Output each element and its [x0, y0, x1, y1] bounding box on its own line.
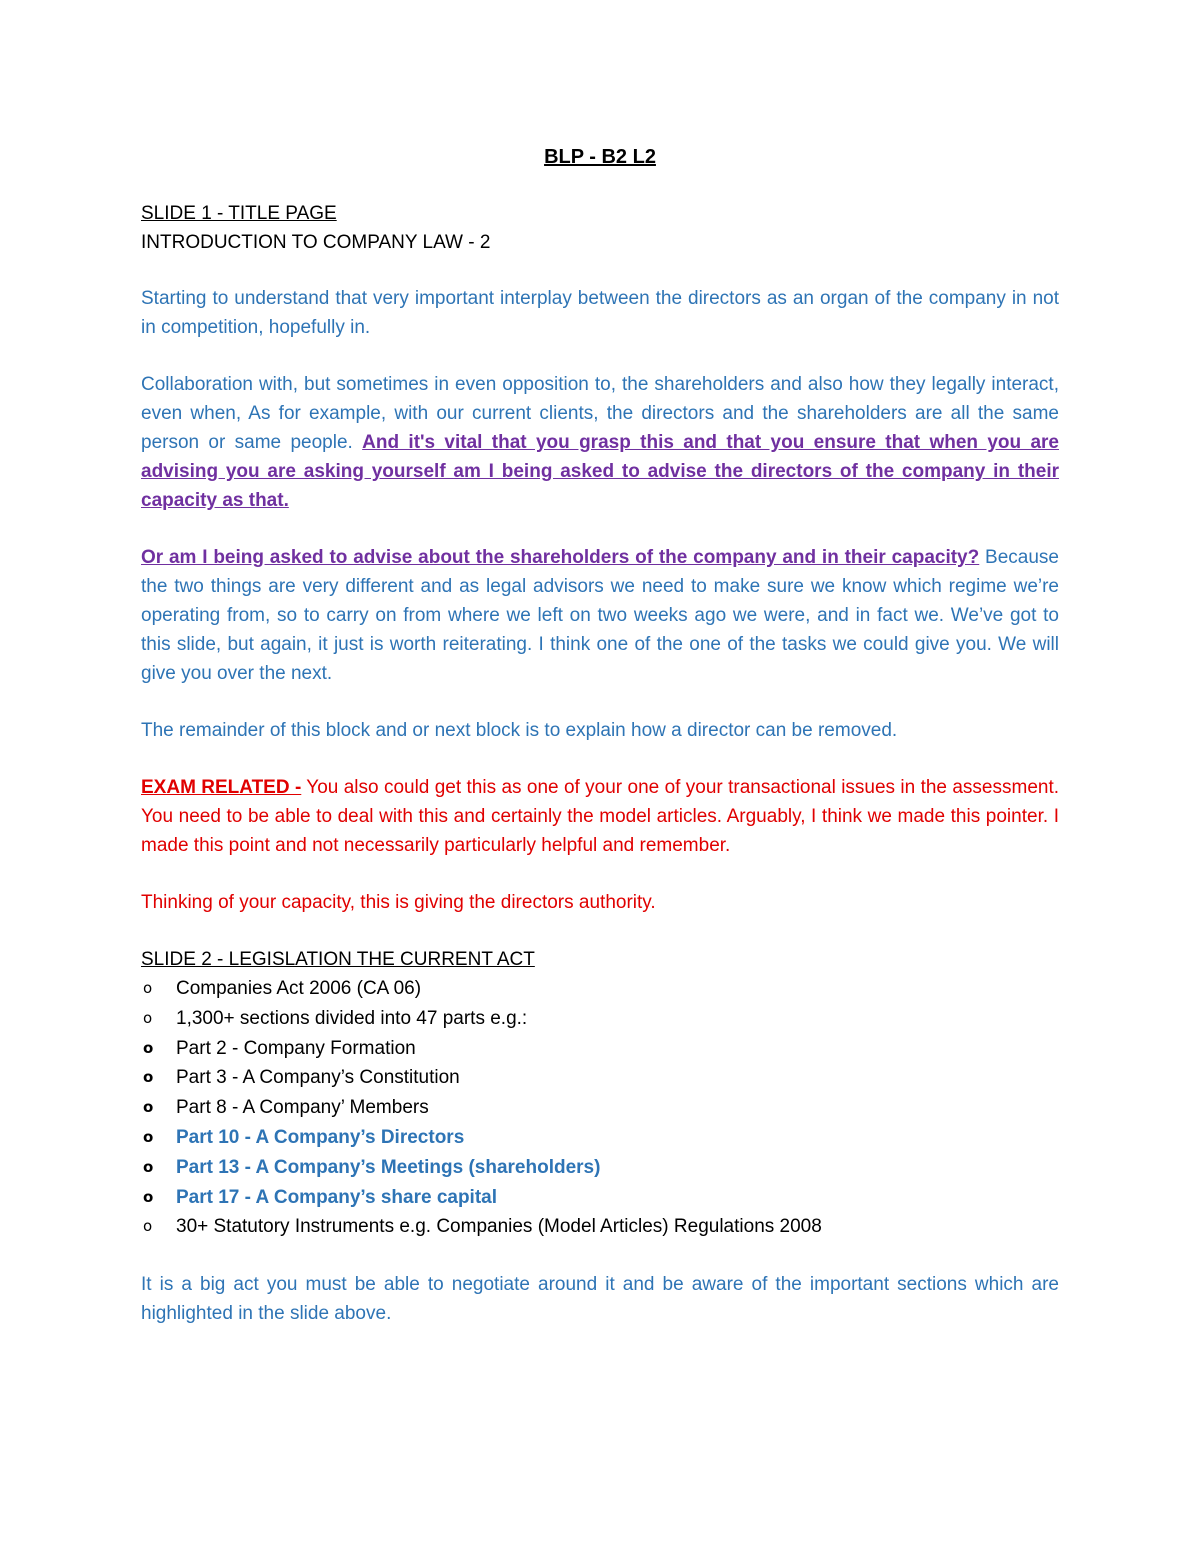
list-item — [141, 1004, 1059, 1034]
paragraph-2-emphasis: And it's vital that you grasp this and that you ensure that when you are advising you are asking yourself am I being asked to advise the directors of the company in their capacity as that. — [141, 432, 1059, 511]
bold-circle-bullet-icon: o — [143, 1187, 154, 1206]
slide1-paragraph-1: Starting to understand that very important interplay between the directors as an organ of the company in not in competition, hopefully in. — [141, 288, 1059, 338]
list-item-highlighted — [141, 1123, 1059, 1153]
slide1-heading: SLIDE 1 - TITLE PAGE — [141, 203, 337, 224]
list-item-text: 30+ Statutory Instruments e.g. Companies (Model Articles) Regulations 2008 — [176, 1216, 822, 1238]
list-item-highlighted — [141, 1183, 1059, 1213]
list-item-text: Part 2 - Company Formation — [176, 1037, 416, 1059]
list-item-highlighted — [141, 1153, 1059, 1183]
bold-circle-bullet-icon: o — [143, 1127, 154, 1146]
bold-circle-bullet-icon: o — [143, 1038, 154, 1057]
list-item-text: Part 8 - A Company’ Members — [176, 1097, 429, 1119]
bold-circle-bullet-icon: o — [143, 1098, 154, 1117]
list-item — [141, 1063, 1059, 1093]
list-item — [141, 1093, 1059, 1123]
hollow-circle-bullet-icon: o — [143, 1008, 153, 1027]
slide2-closing-paragraph: It is a big act you must be able to negotiate around it and be aware of the important sections which are highlighted in the slide above. — [141, 1274, 1059, 1325]
hollow-circle-bullet-icon: o — [143, 1217, 153, 1236]
paragraph-3-text: Because the two things are very different and as legal advisors we need to make sure we know which regime we’re operating from, so to carry on from where we left on two weeks ago we were, and in fact we. We’ve got to this slide, but again, it just is worth reiterating. I think one of the one of the tasks we could give you. We will give you over the next. — [141, 547, 1059, 684]
list-item-text: 1,300+ sections divided into 47 parts e.g.: — [176, 1007, 528, 1029]
paragraph-3-emphasis: Or am I being asked to advise about the shareholders of the company and in their capacity? — [141, 547, 980, 568]
list-item — [141, 974, 1059, 1004]
list-item — [141, 1212, 1059, 1242]
paragraph-2-text: Collaboration with, but sometimes in even opposition to, the shareholders and also how they legally interact, even when, As for example, with our current clients, the directors and the shareholders are all the same person or same people. — [141, 374, 1059, 453]
exam-related-paragraph — [141, 773, 1059, 860]
document-title: BLP - B2 L2 — [544, 146, 656, 168]
document-page — [141, 143, 1059, 1356]
list-item-text: Part 3 - A Company’s Constitution — [176, 1067, 460, 1089]
slide2-bullet-list — [141, 974, 1059, 1242]
bold-circle-bullet-icon: o — [143, 1157, 154, 1176]
slide1-paragraph-2 — [141, 370, 1059, 515]
hollow-circle-bullet-icon: o — [143, 979, 153, 997]
slide1-paragraph-3 — [141, 543, 1059, 688]
bold-circle-bullet-icon: o — [143, 1068, 154, 1087]
slide1-subtitle: INTRODUCTION TO COMPANY LAW - 2 — [141, 232, 491, 253]
list-item — [141, 1034, 1059, 1064]
list-item-text: Part 10 - A Company’s Directors — [176, 1126, 465, 1148]
slide2-heading: SLIDE 2 - LEGISLATION THE CURRENT ACT — [141, 949, 535, 970]
list-item-text: Part 17 - A Company’s share capital — [176, 1186, 498, 1208]
slide1-paragraph-6: Thinking of your capacity, this is giving the directors authority. — [141, 892, 656, 913]
list-item-text: Part 13 - A Company’s Meetings (shareholders) — [176, 1156, 601, 1178]
list-item-text: Companies Act 2006 (CA 06) — [176, 978, 422, 999]
exam-related-label: EXAM RELATED - — [141, 777, 302, 798]
exam-related-text: You also could get this as one of your one of your transactional issues in the assessment. You need to be able to deal with this and certainly the model articles. Arguably, I think we made this pointer. I made this point and not necessarily particularly helpful and remember. — [141, 777, 1060, 856]
slide1-paragraph-4: The remainder of this block and or next block is to explain how a director can be removed. — [141, 720, 898, 741]
